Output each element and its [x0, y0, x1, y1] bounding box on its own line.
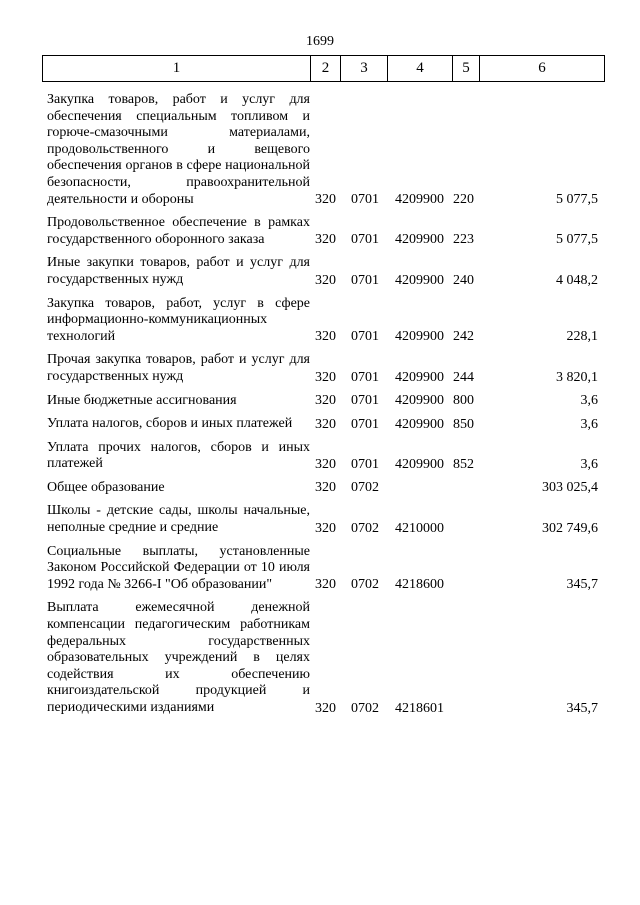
- row-vr: 240: [453, 272, 474, 288]
- row-sum: 3,6: [580, 456, 598, 472]
- row-ved: 320: [315, 700, 336, 716]
- row-vr: 850: [453, 416, 474, 432]
- row-rz: 0701: [351, 416, 379, 432]
- row-sum: 5 077,5: [556, 232, 598, 248]
- row-vr: 223: [453, 232, 474, 248]
- table-row: [0, 393, 640, 410]
- row-ved: 320: [315, 393, 336, 409]
- row-rz: 0702: [351, 577, 379, 593]
- row-rz: 0702: [351, 520, 379, 536]
- row-csr: 4218601: [395, 700, 444, 716]
- header-col-5: 5: [453, 56, 480, 82]
- row-ved: 320: [315, 416, 336, 432]
- row-name: Уплата налогов, сборов и иных платежей: [47, 416, 293, 432]
- row-sum: 302 749,6: [542, 520, 598, 536]
- row-ved: 320: [315, 192, 336, 208]
- row-rz: 0701: [351, 272, 379, 288]
- row-rz: 0702: [351, 700, 379, 716]
- row-csr: 4209900: [395, 192, 444, 208]
- row-vr: 852: [453, 456, 474, 472]
- row-rz: 0701: [351, 192, 379, 208]
- table-row: [0, 416, 640, 433]
- row-ved: 320: [315, 329, 336, 345]
- header-col-2: 2: [311, 56, 341, 82]
- row-ved: 320: [315, 232, 336, 248]
- header-col-4: 4: [388, 56, 453, 82]
- row-csr: 4209900: [395, 272, 444, 288]
- row-sum: 345,7: [566, 700, 598, 716]
- row-ved: 320: [315, 577, 336, 593]
- table-row: [0, 352, 640, 385]
- row-name: Выплата ежемесячной денежной компенсации педагогическим работникам федеральных государственных образовательных учреждений в целях содействия их обеспечению книгоиздательской продукцией и периодическими изданиями: [47, 600, 310, 715]
- row-name: Прочая закупка товаров, работ и услуг для государственных нужд: [47, 352, 310, 384]
- row-rz: 0701: [351, 393, 379, 409]
- header-col-3: 3: [341, 56, 388, 82]
- row-sum: 3,6: [580, 393, 598, 409]
- table-row: [0, 215, 640, 248]
- row-rz: 0701: [351, 329, 379, 345]
- row-vr: 220: [453, 192, 474, 208]
- row-sum: 303 025,4: [542, 480, 598, 496]
- row-rz: 0701: [351, 232, 379, 248]
- table-row: [0, 92, 640, 208]
- header-col-1: 1: [43, 56, 311, 82]
- row-name: Закупка товаров, работ и услуг для обеспечения специальным топливом и горюче-смазочными материалами, продовольственного и вещевого обеспечения органов в сфере национальной безопасности, правоохранительной деятельности и обороны: [47, 92, 310, 207]
- row-name: Продовольственное обеспечение в рамках государственного оборонного заказа: [47, 215, 310, 247]
- row-csr: 4218600: [395, 577, 444, 593]
- row-ved: 320: [315, 520, 336, 536]
- table-row: [0, 503, 640, 536]
- table-header: [42, 55, 605, 82]
- row-ved: 320: [315, 272, 336, 288]
- table-row: [0, 480, 640, 497]
- header-col-6: 6: [480, 56, 605, 82]
- table-row: [0, 544, 640, 594]
- row-vr: 242: [453, 329, 474, 345]
- row-csr: 4209900: [395, 456, 444, 472]
- table-row: [0, 440, 640, 473]
- row-name: Общее образование: [47, 479, 165, 495]
- row-csr: 4209900: [395, 329, 444, 345]
- row-name: Уплата прочих налогов, сборов и иных платежей: [47, 439, 310, 472]
- row-rz: 0702: [351, 480, 379, 496]
- row-sum: 228,1: [566, 329, 598, 345]
- row-sum: 3 820,1: [556, 369, 598, 385]
- row-csr: 4210000: [395, 520, 444, 536]
- row-csr: 4209900: [395, 393, 444, 409]
- row-name: Иные бюджетные ассигнования: [47, 392, 237, 408]
- row-ved: 320: [315, 480, 336, 496]
- budget-table-body: [0, 92, 640, 724]
- table-row: [0, 296, 640, 346]
- row-name: Иные закупки товаров, работ и услуг для государственных нужд: [47, 255, 310, 287]
- row-rz: 0701: [351, 456, 379, 472]
- row-ved: 320: [315, 456, 336, 472]
- row-csr: 4209900: [395, 416, 444, 432]
- row-vr: 244: [453, 369, 474, 385]
- table-row: [0, 255, 640, 288]
- row-ved: 320: [315, 369, 336, 385]
- row-name: Социальные выплаты, установленные Законом Российской Федерации от 10 июля 1992 года № 3266-I "Об образовании": [47, 543, 310, 592]
- row-sum: 4 048,2: [556, 272, 598, 288]
- table-row: [0, 600, 640, 716]
- row-csr: 4209900: [395, 369, 444, 385]
- row-sum: 3,6: [580, 416, 598, 432]
- row-sum: 345,7: [566, 577, 598, 593]
- row-rz: 0701: [351, 369, 379, 385]
- row-name: Школы - детские сады, школы начальные, неполные средние и средние: [47, 503, 310, 536]
- row-name: Закупка товаров, работ, услуг в сфере информационно-коммуникационных технологий: [47, 295, 310, 344]
- row-csr: 4209900: [395, 232, 444, 248]
- page-number: 1699: [306, 34, 334, 49]
- row-sum: 5 077,5: [556, 192, 598, 208]
- row-vr: 800: [453, 393, 474, 409]
